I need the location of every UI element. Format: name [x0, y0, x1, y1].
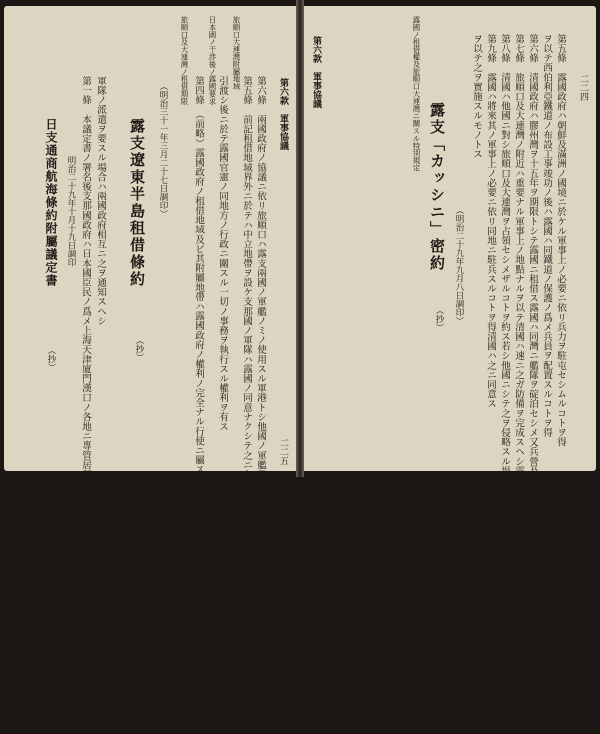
article-paragraph: 軍隊ノ派遣ヲ要スル場合ハ兩國政府相互ニ之ヲ通知スヘシ	[95, 76, 106, 326]
running-head: 第六款 軍事協議	[311, 36, 321, 108]
margin-note: 露國ノ租借權及旅順口大連灣ニ關スル特別規定	[412, 16, 421, 172]
date-line: 明治二十九年十月十九日調印	[66, 156, 76, 267]
article-paragraph: 第六條 兩國政府ノ協議ニ依リ旅順口ハ露支兩國ノ軍艦ノミノ使用スル軍港トシ他國ノ軍艦及商船ニ對シテハ之ヲ開放セズ	[255, 76, 266, 604]
date-line: （明治二十九年九月八日調印）	[454, 206, 464, 325]
margin-note: 日本國ノ干渉後ノ露國要求	[208, 16, 217, 105]
article-paragraph: 第八條 清國ハ他國ニ對シ旅順口及大連灣ヲ占領セシメザルコトヲ約ス若シ他國ニシテ之ヲ侵略スル場合ニハ露國ハ兵力ヲ以テ之ヲ防衞スヘシ	[499, 34, 510, 649]
running-head: 第六款 軍事協議	[278, 78, 288, 150]
article-paragraph: 第六條 清國政府ハ膠州灣ヲ十五年ヲ期限トシテ露國ニ租借ス露國ハ同灣ニ艦隊ヲ碇泊セシメ又兵營及砲臺ヲ建設スルコトヲ得	[527, 34, 538, 582]
margin-note: 旅順口大連灣附屬地域	[232, 16, 241, 90]
page-number: 二二五	[278, 438, 288, 465]
article-paragraph: ヲ以テ之ヲ實施スルモノトス	[471, 34, 482, 159]
article-paragraph: 引渡シ後ニ於テ露國官憲ノ同地方ノ行政ニ關スル一切ノ事務ヲ執行スル權利ヲ有ス	[217, 76, 228, 432]
article-paragraph: 第九條 露國ハ將來其ノ軍事上ノ必要ニ依リ同地ニ駐兵スルコトヲ得清國ハ之ニ同意ス	[485, 34, 496, 409]
protocol-title: 日支通商航海條約附屬議定書	[44, 118, 58, 287]
title-mark: （抄）	[434, 306, 444, 332]
book-gutter	[296, 0, 304, 477]
article-paragraph: 第五條 露國政府ハ朝鮮及滿洲ノ國境ニ於ケル軍事上ノ必要ニ依リ兵力ヲ駐屯セシムルコトヲ得	[555, 34, 566, 447]
margin-note: 旅順口及大連灣ノ租借期限	[180, 16, 189, 105]
article-paragraph: 第一條 本議定書ノ署名後支那國政府ハ日本國臣民ノ爲メ上海天津廈門漢口ノ各地ニ專管居留地ヲ設定スルコトヲ承諾ス	[80, 76, 91, 595]
article-paragraph: 第四條 （前略）露國政府ノ租借地域及ビ其附屬地帶ハ露國政府ノ權利ノ完全ナル行使ニ屬スルモノトシ支那國政府ハ何等ノ干渉ヲ爲サザルコト（中略）	[193, 76, 204, 734]
left-page	[4, 6, 296, 734]
article-paragraph: 第七條 旅順口及大連灣ノ附近ハ重要ナル軍事上ノ地點ナルヲ以テ清國ハ速ニ之ガ防備ヲ完成スヘシ露國ハ其ノ必要ニ應ジテ援助ヲ與フ	[513, 34, 524, 620]
article-paragraph: ヲ以テ西伯利亞鐵道ノ布設工事竣功ノ後ハ露國ハ同鐵道ノ保護ノ爲メ兵員ヲ配置スルコトヲ得	[541, 34, 552, 438]
title-mark: （抄）	[46, 346, 56, 372]
treaty-title: 露支「カッシニ」密約	[428, 102, 446, 272]
article-paragraph: 第五條 前記租借地域界外ニ於テハ中立地帶ヲ設ケ支那國ノ軍隊ハ露國ノ同意ナクシテ之ニ入ルコトヲ得ズ	[241, 76, 252, 537]
date-line: （明治三十一年三月二十七日調印）	[158, 82, 168, 218]
page-number: 二二四	[578, 74, 588, 101]
treaty-title: 露支遼東半島租借條約	[128, 118, 146, 288]
right-page	[304, 6, 596, 649]
title-mark: （抄）	[134, 336, 144, 362]
